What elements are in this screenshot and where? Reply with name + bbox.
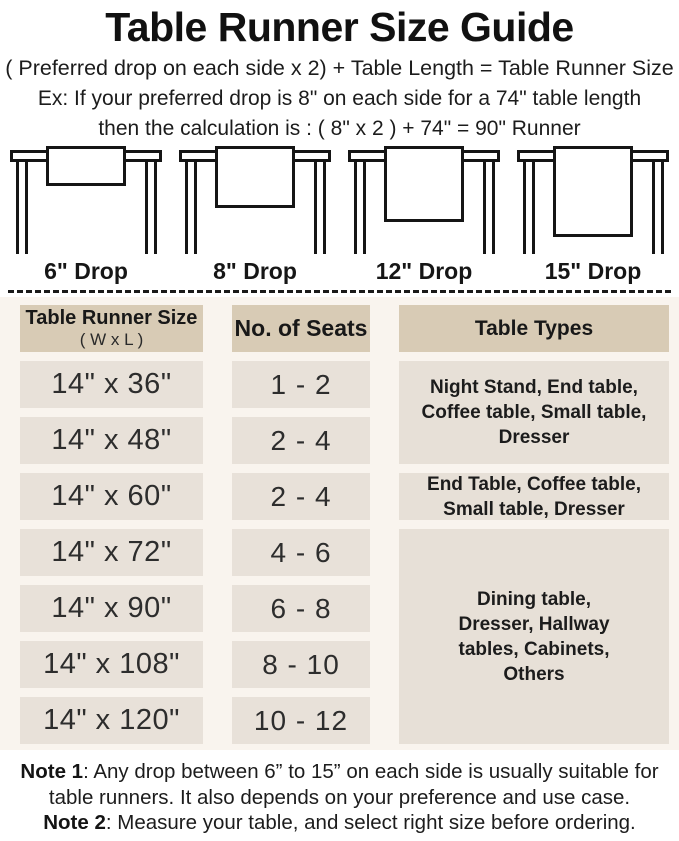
drop-label: 12" Drop — [375, 258, 473, 285]
drop-label: 15" Drop — [544, 258, 642, 285]
seats-value: 8 - 10 — [262, 648, 340, 680]
table-types-cell-medium — [399, 473, 669, 520]
note-2-text: : Measure your table, and select right size before ordering. — [105, 810, 636, 834]
table-leg-left-icon — [354, 160, 366, 254]
size-value: 14" x 108" — [43, 648, 180, 681]
table-types-text: Dining table, Dresser, Hallway tables, Cabinets, Others — [458, 588, 610, 685]
table-leg-left-icon — [523, 160, 535, 254]
runner-size-header-title: Table Runner Size — [25, 307, 198, 330]
table-illustration — [10, 146, 162, 255]
runner-size-header-sub: ( W x L ) — [79, 330, 144, 350]
table-leg-left-icon — [16, 160, 28, 254]
formula-text: ( Preferred drop on each side x 2) + Table Length = Table Runner Size — [5, 56, 674, 81]
drop-label: 8" Drop — [213, 258, 297, 285]
note-1-label: Note 1 — [20, 760, 84, 784]
drop-diagrams-section — [0, 146, 679, 293]
note-1-text: : Any drop between 6” to 15” on each side is usually suitable for table runners. It also depends on your preference and use case. — [48, 760, 659, 809]
table-leg-right-icon — [314, 160, 326, 254]
drop-figure-6in — [10, 146, 162, 285]
size-cell — [20, 529, 203, 576]
drop-label: 6" Drop — [44, 258, 128, 285]
drop-figure-8in — [179, 146, 331, 285]
table-leg-right-icon — [145, 160, 157, 254]
example-line-2: then the calculation is : ( 8" x 2 ) + 74" = 90" Runner — [98, 117, 581, 141]
table-types-header-label: Table Types — [474, 316, 594, 340]
table-illustration — [179, 146, 331, 255]
table-types-cell-small — [399, 361, 669, 464]
size-value: 14" x 60" — [51, 480, 172, 513]
seats-value: 4 - 6 — [270, 536, 332, 568]
size-value: 14" x 48" — [51, 424, 172, 457]
dashed-divider — [8, 290, 671, 293]
size-cell — [20, 585, 203, 632]
drop-figure-12in — [348, 146, 500, 285]
seats-cell — [232, 697, 370, 744]
size-value: 14" x 120" — [43, 704, 180, 737]
drop-figure-15in — [517, 146, 669, 285]
size-cell — [20, 697, 203, 744]
seats-value: 2 - 4 — [270, 424, 332, 456]
size-table-grid — [20, 305, 669, 744]
table-illustration — [348, 146, 500, 255]
seats-header-label: No. of Seats — [234, 315, 368, 342]
note-2-label: Note 2 — [43, 810, 106, 834]
size-value: 14" x 36" — [51, 368, 172, 401]
seats-cell — [232, 417, 370, 464]
column-header-runner-size — [20, 305, 203, 352]
size-value: 14" x 90" — [51, 592, 172, 625]
size-cell — [20, 641, 203, 688]
seats-value: 6 - 8 — [270, 592, 332, 624]
size-cell — [20, 361, 203, 408]
note-2 — [0, 810, 679, 835]
runner-drape-icon — [553, 146, 633, 237]
runner-drape-icon — [46, 146, 126, 186]
size-cell — [20, 417, 203, 464]
runner-drape-icon — [215, 146, 295, 208]
column-header-seats — [232, 305, 370, 352]
size-value: 14" x 72" — [51, 536, 172, 569]
table-leg-left-icon — [185, 160, 197, 254]
table-leg-right-icon — [652, 160, 664, 254]
page-title: Table Runner Size Guide — [105, 4, 574, 50]
drop-figures-row — [0, 146, 679, 285]
table-types-text: Night Stand, End table, Coffee table, Small table, Dresser — [421, 377, 647, 449]
note-1 — [0, 759, 679, 809]
table-illustration — [517, 146, 669, 255]
example-line-1: Ex: If your preferred drop is 8" on each side for a 74" table length — [37, 87, 642, 111]
seats-cell — [232, 641, 370, 688]
guide-header — [0, 0, 679, 141]
runner-drape-icon — [384, 146, 464, 222]
table-types-text: End Table, Coffee table, Small table, Dresser — [427, 473, 641, 520]
seats-cell — [232, 361, 370, 408]
size-table-section — [0, 297, 679, 750]
table-types-cell-large — [399, 529, 669, 744]
seats-cell — [232, 585, 370, 632]
seats-cell — [232, 473, 370, 520]
size-cell — [20, 473, 203, 520]
column-header-table-types — [399, 305, 669, 352]
notes-section — [0, 750, 679, 841]
seats-value: 1 - 2 — [270, 368, 332, 400]
table-leg-right-icon — [483, 160, 495, 254]
seats-cell — [232, 529, 370, 576]
seats-value: 10 - 12 — [253, 704, 349, 736]
seats-value: 2 - 4 — [270, 480, 332, 512]
